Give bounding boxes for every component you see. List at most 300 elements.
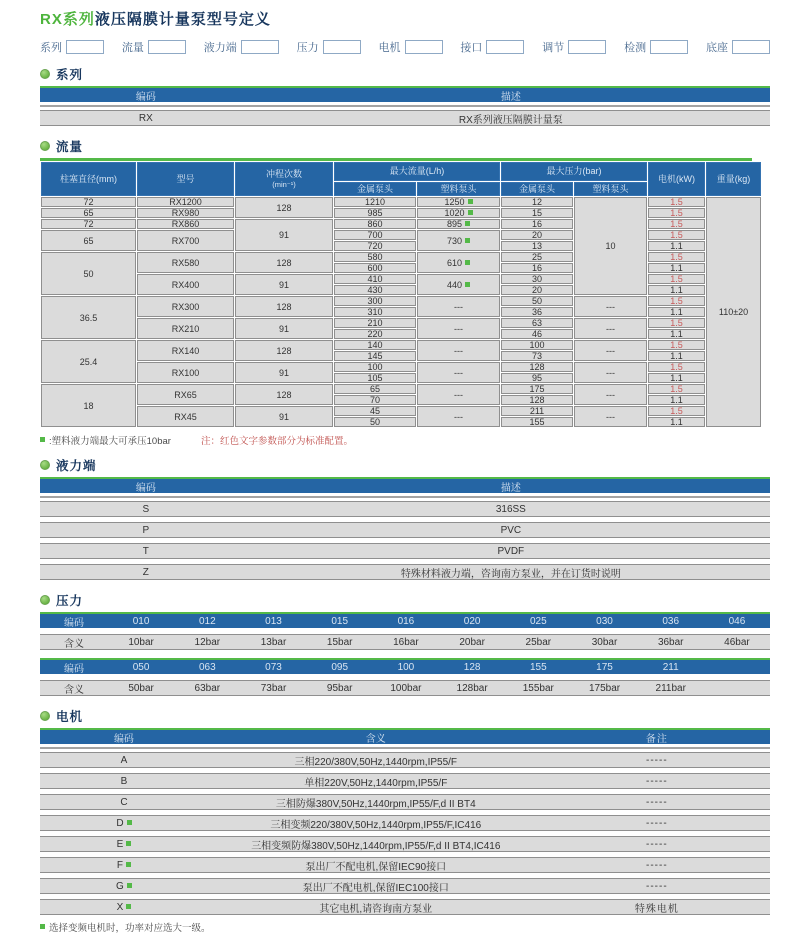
- pressure-code-cell: 100: [397, 661, 415, 673]
- motor-meaning-cell: 其它电机,请咨询南方泵业: [319, 903, 433, 915]
- pressure-meaning-cell: 95bar: [326, 682, 353, 694]
- flow-table-cell: 310: [334, 307, 416, 317]
- flow-table-cell: 72: [41, 219, 136, 229]
- pressure-code-cell: 050: [132, 661, 150, 673]
- flow-table-cell: 1.1: [648, 285, 705, 295]
- pressure-code-cell: 155: [529, 661, 547, 673]
- code-field-6: [460, 39, 524, 55]
- flow-table-cell: 73: [501, 351, 573, 361]
- flow-table-cell: 211: [501, 406, 573, 416]
- flow-table-cell: 860: [334, 219, 416, 229]
- code-field-box: [66, 40, 104, 54]
- flow-table-cell: 72: [41, 197, 136, 207]
- code-field-label: 电机: [378, 42, 401, 54]
- code-field-9: [706, 39, 770, 55]
- flow-table-cell: RX45: [137, 406, 234, 427]
- flow-table-cell: RX580: [137, 252, 234, 273]
- flow-table-cell: RX1200: [137, 197, 234, 207]
- hydraulic-table-row: [40, 564, 770, 580]
- plastic-note-mark-icon: [465, 221, 470, 226]
- motor-meaning-cell: 泵出厂不配电机,保留IEC100接口: [302, 882, 449, 894]
- flow-table-cell: 895: [417, 219, 500, 229]
- motor-meaning-cell: 单相220V,50Hz,1440rpm,IP55/F: [304, 777, 448, 789]
- series-col-desc: 描述: [500, 91, 521, 103]
- pressure-code-cell: 063: [198, 661, 216, 673]
- flow-table-cell: 50: [41, 252, 136, 295]
- variable-freq-mark-icon: [126, 841, 131, 846]
- section-series-title: [40, 67, 770, 80]
- hydraulic-table-body: [40, 501, 770, 580]
- code-field-label: 流量: [121, 42, 144, 54]
- pressure-code-cell: 025: [529, 615, 547, 627]
- pressure-meaning-cell: 211bar: [655, 682, 686, 694]
- flow-table-cell: RX140: [137, 340, 234, 361]
- flow-table-cell: 730: [417, 230, 500, 251]
- flow-table-cell: 128: [235, 197, 333, 218]
- hydraulic-table-row: [40, 543, 770, 559]
- flow-table-cell: 128: [501, 362, 573, 372]
- flow-table-cell: 16: [501, 263, 573, 273]
- motor-code-cell: C: [120, 796, 128, 808]
- flow-table-cell: 100: [334, 362, 416, 372]
- code-field-box: [241, 40, 279, 54]
- motor-note-cell: -----: [646, 754, 668, 766]
- motor-table-row: [40, 773, 770, 789]
- flow-table-cell: 1250: [417, 197, 500, 207]
- model-code-builder: [40, 40, 770, 54]
- flow-table-cell: 105: [334, 373, 416, 383]
- code-field-label: 调节: [542, 42, 565, 54]
- section-bullet-icon: [40, 595, 50, 605]
- flow-table-cell: 1210: [334, 197, 416, 207]
- flow-table-cell: 1.5: [648, 252, 705, 262]
- section-flow-title: [40, 139, 770, 152]
- pressure-meaning-row-2: [40, 680, 770, 696]
- motor-code-cell: A: [120, 754, 128, 766]
- flow-table-cell: 91: [235, 362, 333, 383]
- flow-table-cell: 175: [501, 384, 573, 394]
- flow-table-cell: 140: [334, 340, 416, 350]
- section-motor-label: 电机: [56, 709, 84, 724]
- pressure-code-cell: 020: [463, 615, 481, 627]
- pressure-subcol-metal-head: 金属泵头: [501, 182, 573, 196]
- flow-table-cell: 410: [334, 274, 416, 284]
- flow-table-cell: 985: [334, 208, 416, 218]
- flow-table-row: [41, 197, 761, 207]
- motor-meaning-cell: 泵出厂不配电机,保留IEC90接口: [305, 861, 447, 873]
- flow-table-cell: 210: [334, 318, 416, 328]
- series-desc-cell: RX系列液压隔膜计量泵: [458, 114, 563, 126]
- motor-table-header: [40, 728, 770, 744]
- pressure-meaning-cell: 30bar: [591, 636, 618, 648]
- section-hydraulic-title: [40, 458, 770, 471]
- section-bullet-icon: [40, 711, 50, 721]
- flow-table-cell: 30: [501, 274, 573, 284]
- code-field-box: [323, 40, 361, 54]
- flow-table-cell: 720: [334, 241, 416, 251]
- code-field-4: [297, 39, 361, 55]
- flow-table-cell: 220: [334, 329, 416, 339]
- plastic-note-mark-icon: [468, 210, 473, 215]
- flow-table-cell: 110±20: [706, 197, 761, 427]
- flow-table-cell: 46: [501, 329, 573, 339]
- pressure-code-cell: 211: [662, 661, 679, 673]
- flow-table-row: [41, 340, 761, 350]
- pressure-meaning-cell: 73bar: [260, 682, 287, 694]
- motor-note-cell: -----: [646, 796, 668, 808]
- motor-code-cell: E: [40, 839, 208, 850]
- flow-table-cell: 300: [334, 296, 416, 306]
- flow-table-cell: ---: [574, 340, 647, 361]
- variable-freq-mark-icon: [126, 862, 131, 867]
- series-col-code: 编码: [135, 91, 156, 103]
- flow-table-cell: 15: [501, 208, 573, 218]
- pressure-meaning-cell: 25bar: [525, 636, 552, 648]
- motor-col-code: 编码: [113, 733, 134, 745]
- section-bullet-icon: [40, 141, 50, 151]
- motor-table-row: [40, 857, 770, 873]
- pressure-meaning-row-1: [40, 634, 770, 650]
- flow-table-row: [41, 362, 761, 372]
- pressure-code-cell: 015: [331, 615, 349, 627]
- flow-footnote: [40, 434, 770, 445]
- code-field-1: [40, 39, 104, 55]
- flow-table-cell: ---: [417, 340, 500, 361]
- flow-col-strokes: [235, 162, 333, 196]
- pressure-code-cell: 030: [596, 615, 613, 627]
- pressure-meaning-cell: 12bar: [194, 636, 221, 648]
- motor-note-cell: -----: [646, 859, 668, 871]
- hydraulic-code-cell: T: [142, 545, 149, 557]
- flow-footnote-text: :塑料液力端最大可承压10bar: [49, 435, 171, 447]
- flow-table-cell: ---: [574, 384, 647, 405]
- motor-note-cell: -----: [646, 775, 668, 787]
- flow-table-cell: 1.5: [648, 219, 705, 229]
- pressure-code-row-1: [40, 612, 770, 628]
- flow-table-cell: 1.5: [648, 197, 705, 207]
- code-field-label: 接口: [460, 42, 483, 54]
- hydraulic-table-row: [40, 522, 770, 538]
- motor-table-row: [40, 836, 770, 852]
- flow-table-cell: RX65: [137, 384, 234, 405]
- motor-note-cell: 特殊电机: [634, 903, 679, 915]
- pressure-meaning-cell: 155bar: [522, 682, 554, 694]
- flow-col-weight: 重量(kg): [706, 162, 761, 196]
- flow-table-cell: 128: [501, 395, 573, 405]
- pressure-meaning-cell: 15bar: [326, 636, 353, 648]
- flow-table-cell: 440: [417, 274, 500, 295]
- flow-table-cell: 45: [334, 406, 416, 416]
- flow-table-row: [41, 274, 761, 284]
- flow-table-row: [41, 296, 761, 306]
- motor-meaning-cell: 三相防爆380V,50Hz,1440rpm,IP55/F,d II BT4: [275, 798, 476, 810]
- flow-col-diameter: 柱塞直径(mm): [41, 162, 136, 196]
- pressure-subcol-plastic-head: 塑料泵头: [574, 182, 647, 196]
- flow-table-cell: 20: [501, 285, 573, 295]
- hydraulic-desc-cell: PVC: [500, 524, 522, 536]
- hydraulic-desc-cell: PVDF: [497, 545, 525, 557]
- flow-table-cell: RX210: [137, 318, 234, 339]
- pressure-code-cell: 175: [596, 661, 613, 673]
- code-field-box: [148, 40, 186, 54]
- flow-table-cell: 25.4: [41, 340, 136, 383]
- pressure-meaning-cell: 10bar: [128, 636, 154, 648]
- pressure-meaning-cell: 100bar: [390, 682, 422, 694]
- pressure-code-row-2: [40, 658, 770, 674]
- flow-table-cell: 1.1: [648, 417, 705, 427]
- flow-table-cell: RX100: [137, 362, 234, 383]
- pressure-code-cell: 012: [198, 615, 216, 627]
- flow-table-cell: 10: [574, 197, 647, 295]
- flow-table-cell: RX980: [137, 208, 234, 218]
- flow-group-maxpressure: 最大压力(bar): [501, 162, 647, 181]
- flow-table-cell: 65: [41, 208, 136, 218]
- flow-subcol-metal-head: 金属泵头: [334, 182, 416, 196]
- pressure-code-cell: 095: [331, 661, 349, 673]
- section-hydraulic-label: 液力端: [56, 458, 97, 473]
- flow-table-cell: ---: [417, 406, 500, 427]
- section-series-label: 系列: [56, 67, 84, 82]
- flow-table-cell: 700: [334, 230, 416, 240]
- hydraulic-code-cell: S: [142, 503, 150, 515]
- code-field-box: [732, 40, 770, 54]
- hydraulic-col-desc: 描述: [500, 482, 521, 494]
- flow-table-row: [41, 208, 761, 218]
- flow-table-cell: ---: [417, 384, 500, 405]
- page-title: [40, 12, 770, 28]
- series-code-cell: RX: [138, 112, 153, 124]
- flow-table-cell: ---: [574, 362, 647, 383]
- flow-table-cell: ---: [574, 406, 647, 427]
- flow-table-row: [41, 384, 761, 394]
- flow-table-cell: 91: [235, 406, 333, 427]
- hydraulic-table-header: [40, 477, 770, 493]
- flow-table-cell: RX400: [137, 274, 234, 295]
- flow-table-cell: 63: [501, 318, 573, 328]
- flow-table-cell: 70: [334, 395, 416, 405]
- plastic-note-mark-icon: [465, 238, 470, 243]
- pressure-meaning-cell: 36bar: [657, 636, 684, 648]
- code-field-3: [204, 39, 279, 55]
- motor-code-cell: X: [40, 902, 208, 913]
- code-field-label: 底座: [706, 42, 728, 54]
- flow-col-motor: 电机(kW): [648, 162, 705, 196]
- flow-table-cell: 128: [235, 252, 333, 273]
- pressure-meaning-cell: 128bar: [456, 682, 488, 694]
- motor-col-meaning: 含义: [365, 733, 386, 745]
- flow-table-cell: 145: [334, 351, 416, 361]
- flow-table-cell: 1.5: [648, 362, 705, 372]
- motor-note-cell: -----: [646, 817, 668, 829]
- flow-table-cell: 50: [334, 417, 416, 427]
- title-series-name: RX系列: [40, 11, 95, 28]
- flow-table-cell: RX860: [137, 219, 234, 229]
- flow-table-cell: 65: [41, 230, 136, 251]
- flow-table: [40, 158, 752, 428]
- flow-table-cell: ---: [417, 296, 500, 317]
- hydraulic-table-row: [40, 501, 770, 517]
- flow-table-cell: ---: [574, 318, 647, 339]
- flow-table-row: [41, 230, 761, 240]
- flow-table-row: [41, 219, 761, 229]
- flow-table-cell: 155: [501, 417, 573, 427]
- flow-table-cell: 65: [334, 384, 416, 394]
- flow-table-cell: 1.1: [648, 263, 705, 273]
- code-field-box: [405, 40, 443, 54]
- pressure-code-cell: 046: [728, 615, 746, 627]
- variable-freq-mark-icon: [127, 883, 132, 888]
- flow-col-strokes-unit: (min⁻¹): [272, 179, 296, 189]
- motor-table-row: [40, 794, 770, 810]
- flow-table-cell: 610: [417, 252, 500, 273]
- hydraulic-code-cell: Z: [142, 566, 149, 578]
- code-field-8: [624, 39, 688, 55]
- motor-note-cell: -----: [646, 838, 668, 850]
- flow-table-cell: 1020: [417, 208, 500, 218]
- pressure-meaning-cell: 63bar: [194, 682, 221, 694]
- flow-table-cell: 25: [501, 252, 573, 262]
- flow-table-cell: 20: [501, 230, 573, 240]
- pressure-code-label: 编码: [64, 617, 84, 629]
- code-field-box: [486, 40, 524, 54]
- variable-freq-mark-icon: [40, 924, 45, 929]
- pressure-code-cell: 016: [397, 615, 415, 627]
- motor-footnote: [40, 921, 770, 932]
- flow-table-cell: 1.5: [648, 384, 705, 394]
- flow-table-cell: 18: [41, 384, 136, 427]
- variable-freq-mark-icon: [127, 820, 132, 825]
- motor-code-cell: F: [40, 860, 208, 871]
- flow-table-cell: 1.5: [648, 230, 705, 240]
- section-pressure-title: [40, 593, 770, 606]
- flow-table-cell: 128: [235, 340, 333, 361]
- flow-table-row: [41, 252, 761, 262]
- flow-table-cell: ---: [417, 362, 500, 383]
- flow-table-cell: 36.5: [41, 296, 136, 339]
- flow-subcol-plastic-head: 塑料泵头: [417, 182, 500, 196]
- flow-table-cell: 91: [235, 219, 333, 251]
- code-field-label: 检测: [624, 42, 647, 54]
- flow-table-cell: 36: [501, 307, 573, 317]
- flow-table-cell: 1.5: [648, 274, 705, 284]
- section-bullet-icon: [40, 460, 50, 470]
- flow-table-cell: 580: [334, 252, 416, 262]
- flow-table-cell: 50: [501, 296, 573, 306]
- pressure-meaning-cell: 16bar: [393, 636, 419, 648]
- series-table-row: [40, 110, 770, 126]
- hydraulic-code-cell: P: [142, 524, 150, 536]
- pressure-meaning-cell: 46bar: [724, 636, 750, 648]
- series-table-header: [40, 86, 770, 102]
- section-pressure-label: 压力: [56, 593, 84, 608]
- motor-col-note: 备注: [645, 733, 668, 745]
- pressure-code-label: 编码: [64, 663, 84, 675]
- flow-table-row: [41, 318, 761, 328]
- flow-table-cell: 430: [334, 285, 416, 295]
- flow-table-cell: 91: [235, 318, 333, 339]
- flow-table-cell: 1.5: [648, 208, 705, 218]
- flow-table-cell: 600: [334, 263, 416, 273]
- title-rest: 液压隔膜计量泵型号定义: [94, 11, 271, 28]
- flow-table-cell: 13: [501, 241, 573, 251]
- motor-note-cell: -----: [646, 880, 668, 892]
- hydraulic-col-code: 编码: [135, 482, 156, 494]
- code-field-5: [379, 39, 443, 55]
- pressure-code-cell: 010: [132, 615, 150, 627]
- flow-table-cell: 1.5: [648, 296, 705, 306]
- flow-table-cell: 1.5: [648, 340, 705, 350]
- flow-table-cell: 128: [235, 296, 333, 317]
- motor-table-row: [40, 752, 770, 768]
- pressure-meaning-cell: 13bar: [260, 636, 287, 648]
- code-field-box: [650, 40, 688, 54]
- code-field-label: 压力: [296, 42, 319, 54]
- flow-footnote-red-note: 注：红色文字参数部分为标准配置。: [200, 435, 353, 447]
- hydraulic-desc-cell: 316SS: [495, 503, 526, 515]
- flow-group-maxflow: 最大流量(L/h): [334, 162, 500, 181]
- flow-table-cell: 128: [235, 384, 333, 405]
- flow-table-body: [41, 197, 761, 427]
- flow-table-cell: ---: [417, 318, 500, 339]
- code-field-box: [568, 40, 606, 54]
- flow-table-cell: 1.1: [648, 329, 705, 339]
- pressure-meaning-cell: 175bar: [588, 682, 621, 694]
- pressure-meaning-cell: 20bar: [459, 636, 485, 648]
- flow-table-cell: 1.1: [648, 373, 705, 383]
- flow-table-cell: 95: [501, 373, 573, 383]
- pressure-code-cell: 128: [463, 661, 481, 673]
- flow-table-cell: ---: [574, 296, 647, 317]
- code-field-2: [122, 39, 186, 55]
- flow-table-cell: 1.1: [648, 307, 705, 317]
- code-field-7: [542, 39, 606, 55]
- flow-table-cell: RX700: [137, 230, 234, 251]
- plastic-note-mark-icon: [465, 282, 470, 287]
- flow-table-cell: 12: [501, 197, 573, 207]
- pressure-meaning-label: 含义: [64, 638, 84, 650]
- motor-footnote-text: 选择变频电机时，功率对应选大一级。: [49, 922, 211, 934]
- section-flow-label: 流量: [56, 139, 84, 154]
- pressure-code-cell: 073: [265, 661, 282, 673]
- motor-table-row: [40, 899, 770, 915]
- code-field-label: 液力端: [203, 42, 237, 54]
- flow-table-cell: 100: [501, 340, 573, 350]
- pressure-code-cell: 013: [265, 615, 282, 627]
- motor-code-cell: G: [40, 881, 208, 892]
- variable-freq-mark-icon: [126, 904, 131, 909]
- motor-table-row: [40, 878, 770, 894]
- pressure-code-cell: 036: [662, 615, 680, 627]
- motor-code-cell: D: [40, 818, 208, 829]
- motor-table-body: [40, 752, 770, 915]
- flow-table-row: [41, 406, 761, 416]
- flow-table-cell: 16: [501, 219, 573, 229]
- plastic-note-mark-icon: [40, 437, 45, 442]
- motor-code-cell: B: [120, 775, 128, 787]
- flow-table-cell: 1.1: [648, 395, 705, 405]
- flow-table-cell: 1.5: [648, 406, 705, 416]
- flow-table-cell: RX300: [137, 296, 234, 317]
- motor-table-row: [40, 815, 770, 831]
- flow-col-model: 型号: [137, 162, 234, 196]
- motor-meaning-cell: 三相220/380V,50Hz,1440rpm,IP55/F: [294, 756, 458, 768]
- motor-meaning-cell: 三相变频防爆380V,50Hz,1440rpm,IP55/F,d II BT4,IC416: [251, 840, 501, 852]
- flow-table-cell: 1.1: [648, 351, 705, 361]
- pressure-tables: [40, 612, 770, 696]
- flow-table-cell: 1.5: [648, 318, 705, 328]
- pressure-meaning-label: 含义: [64, 684, 84, 696]
- series-table-body: [40, 110, 770, 126]
